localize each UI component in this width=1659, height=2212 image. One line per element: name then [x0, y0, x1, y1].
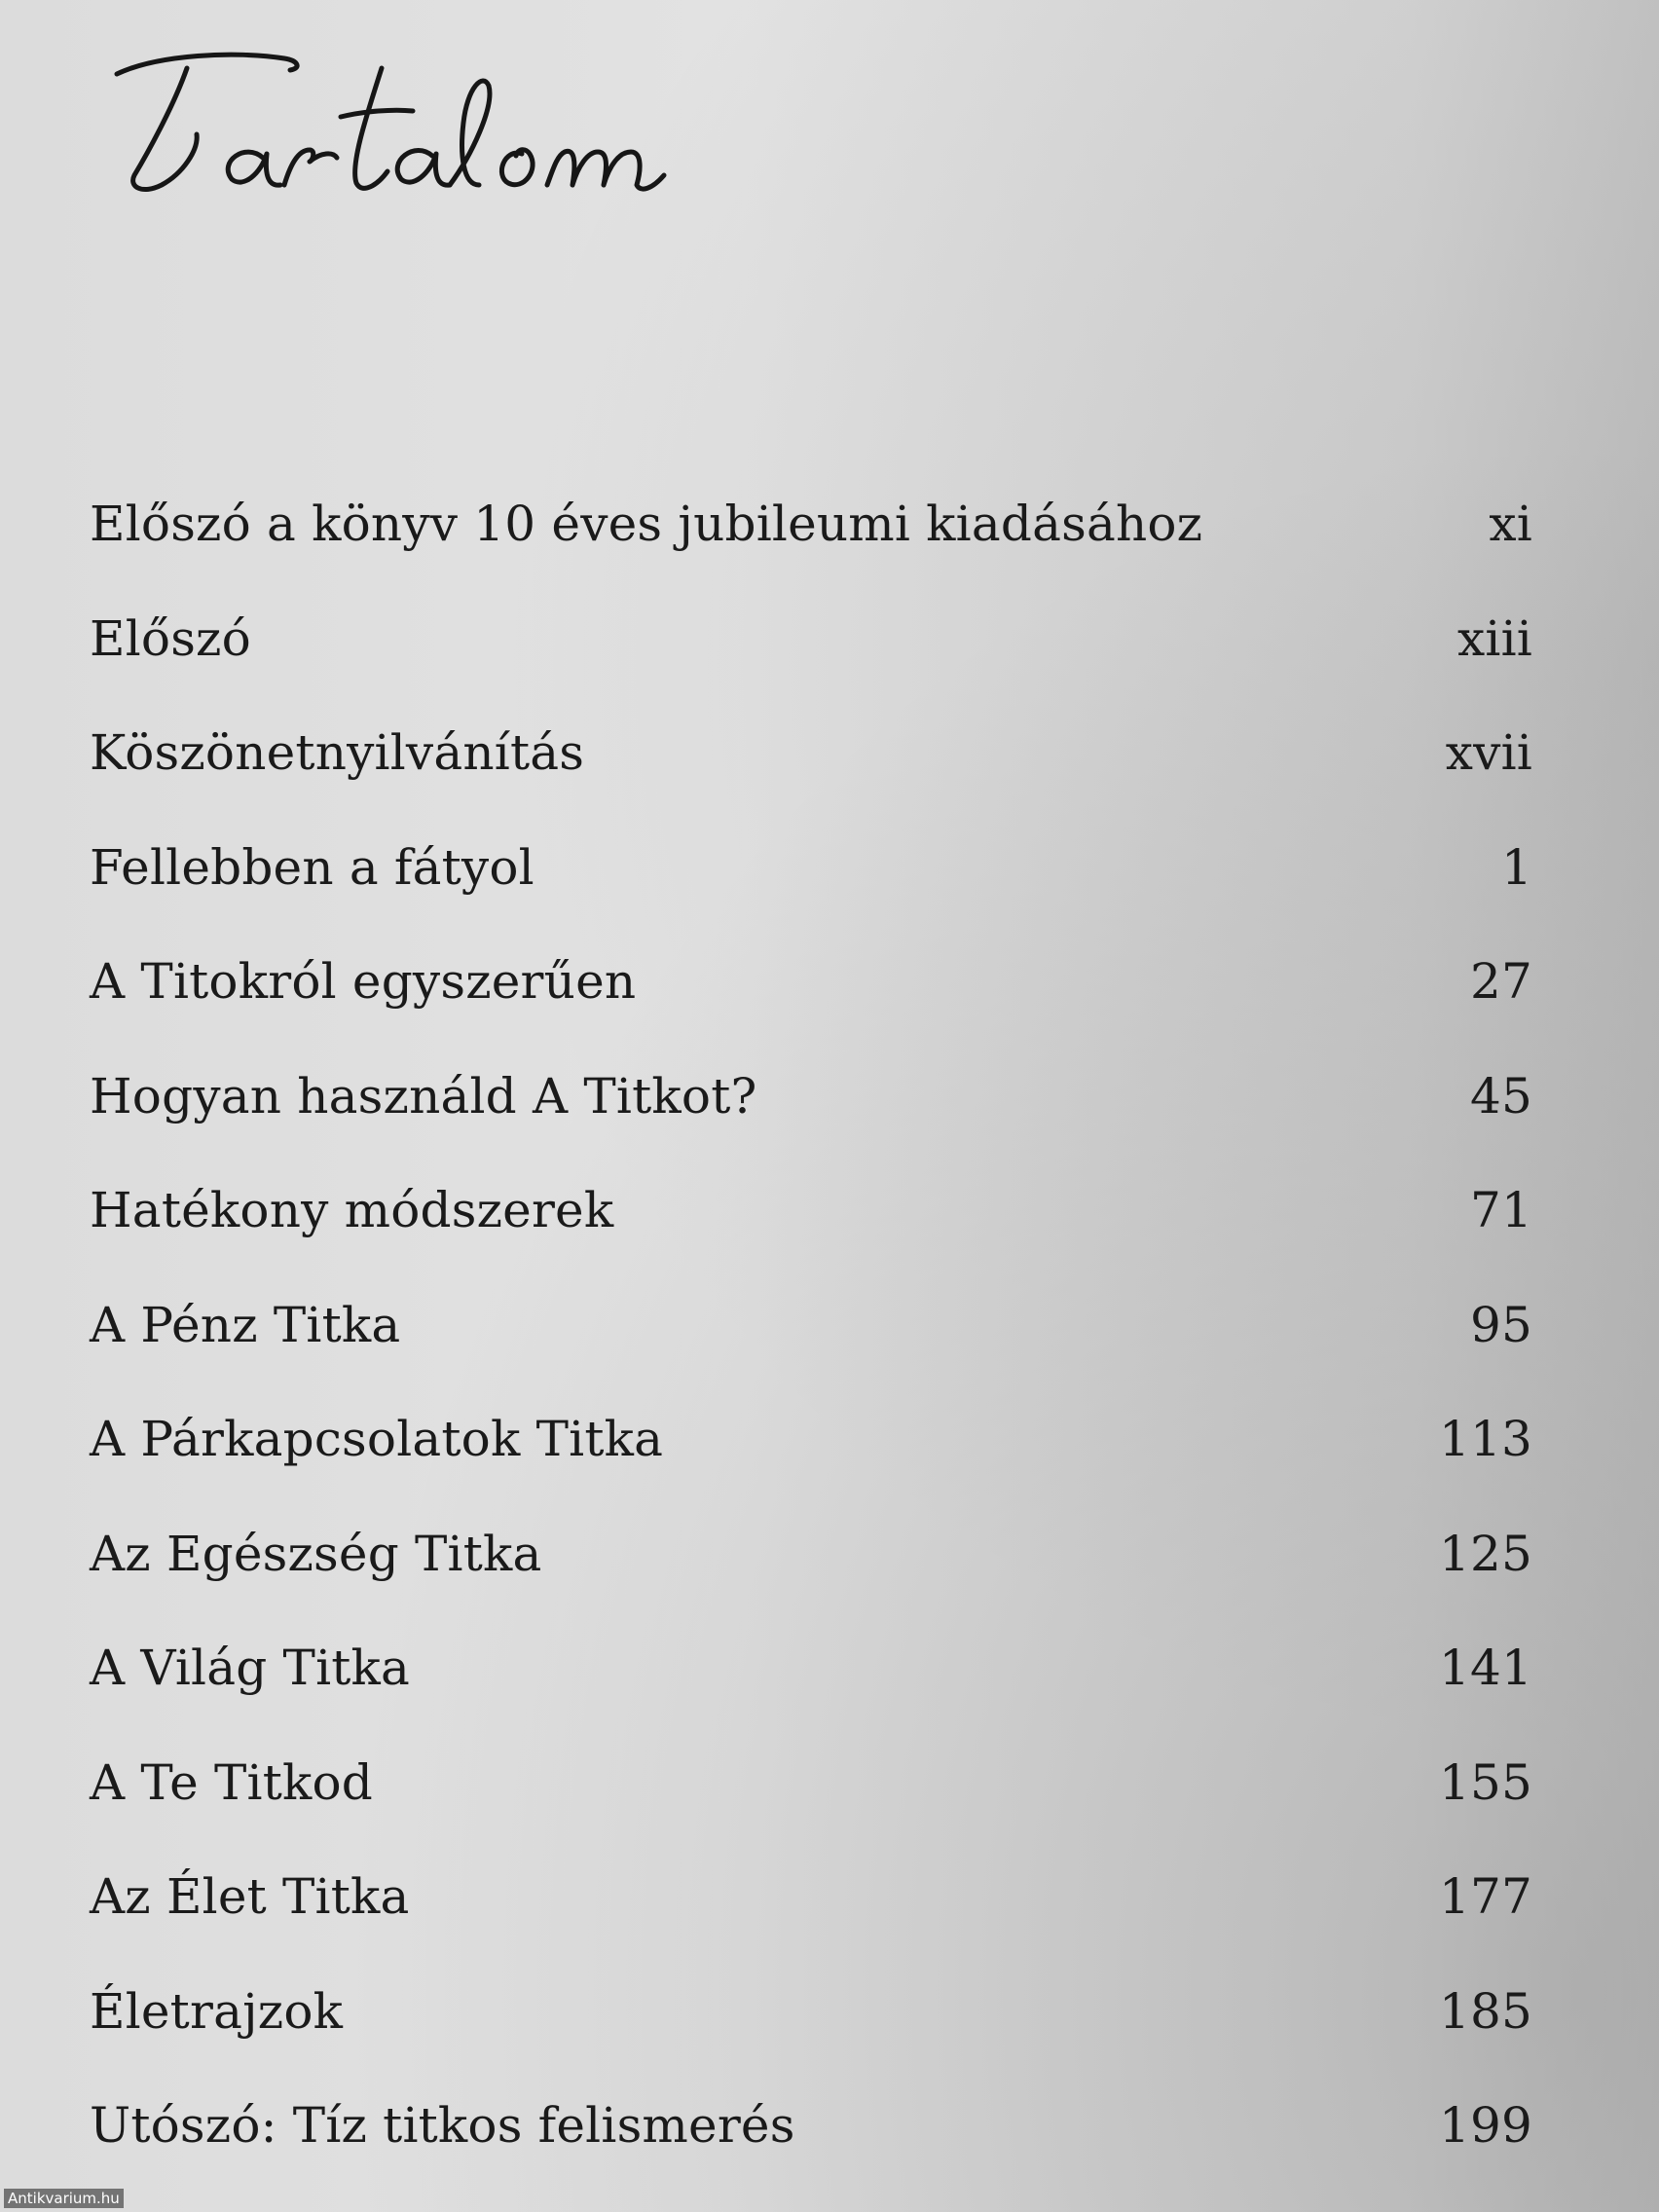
page-title — [90, 29, 713, 224]
toc-entry-page-number: 95 — [1469, 1296, 1532, 1353]
toc-entry-page-number: 113 — [1438, 1411, 1532, 1467]
toc-entry-title: Hatékony módszerek — [90, 1182, 614, 1238]
toc-entry — [90, 827, 1532, 941]
toc-entry-page-number: 199 — [1438, 2097, 1532, 2154]
toc-entry-page-number: 177 — [1438, 1868, 1532, 1925]
toc-entry — [90, 1742, 1532, 1857]
toc-entry-title: Az Élet Titka — [90, 1868, 410, 1925]
toc-entry-page-number: xi — [1489, 496, 1532, 552]
toc-entry-title: A Világ Titka — [90, 1640, 411, 1696]
toc-entry — [90, 712, 1532, 827]
toc-entry — [90, 940, 1532, 1055]
toc-entry — [90, 1856, 1532, 1971]
toc-entry — [90, 598, 1532, 713]
handwritten-title-graphic — [90, 29, 713, 224]
toc-entry-page-number: 125 — [1438, 1525, 1532, 1582]
toc-entry — [90, 1971, 1532, 2085]
table-of-contents — [90, 483, 1532, 2199]
toc-entry — [90, 1627, 1532, 1742]
toc-entry-title: A Titokról egyszerűen — [90, 953, 637, 1010]
toc-entry-page-number: 141 — [1438, 1640, 1532, 1696]
toc-entry — [90, 1284, 1532, 1399]
toc-entry-title: Hogyan használd A Titkot? — [90, 1067, 757, 1124]
toc-entry-page-number: xiii — [1457, 609, 1532, 667]
toc-entry-title: A Te Titkod — [90, 1753, 373, 1811]
toc-entry-page-number: 71 — [1469, 1182, 1532, 1238]
toc-entry-title: Előszó — [90, 609, 251, 667]
toc-entry-title: Életrajzok — [90, 1982, 344, 2040]
toc-entry-page-number: 27 — [1469, 953, 1532, 1010]
toc-entry-title: Fellebben a fátyol — [90, 838, 535, 896]
toc-entry-title: A Párkapcsolatok Titka — [90, 1411, 664, 1467]
watermark: Antikvarium.hu — [4, 2189, 124, 2208]
toc-entry-page-number: 155 — [1438, 1753, 1532, 1811]
toc-entry — [90, 1169, 1532, 1284]
toc-entry-page-number: xvii — [1445, 724, 1532, 781]
toc-entry — [90, 1055, 1532, 1170]
toc-entry-title: A Pénz Titka — [90, 1296, 401, 1353]
toc-entry — [90, 1398, 1532, 1513]
toc-entry-page-number: 185 — [1438, 1982, 1532, 2040]
toc-entry-title: Utószó: Tíz titkos felismerés — [90, 2097, 795, 2154]
toc-entry-page-number: 1 — [1500, 838, 1532, 896]
toc-entry-title: Az Egészség Titka — [90, 1525, 542, 1582]
toc-entry — [90, 483, 1532, 598]
toc-entry-page-number: 45 — [1469, 1067, 1532, 1124]
toc-entry — [90, 2084, 1532, 2199]
toc-entry-title: Előszó a könyv 10 éves jubileumi kiadásához — [90, 496, 1203, 552]
toc-entry — [90, 1513, 1532, 1628]
toc-entry-title: Köszönetnyilvánítás — [90, 724, 585, 781]
